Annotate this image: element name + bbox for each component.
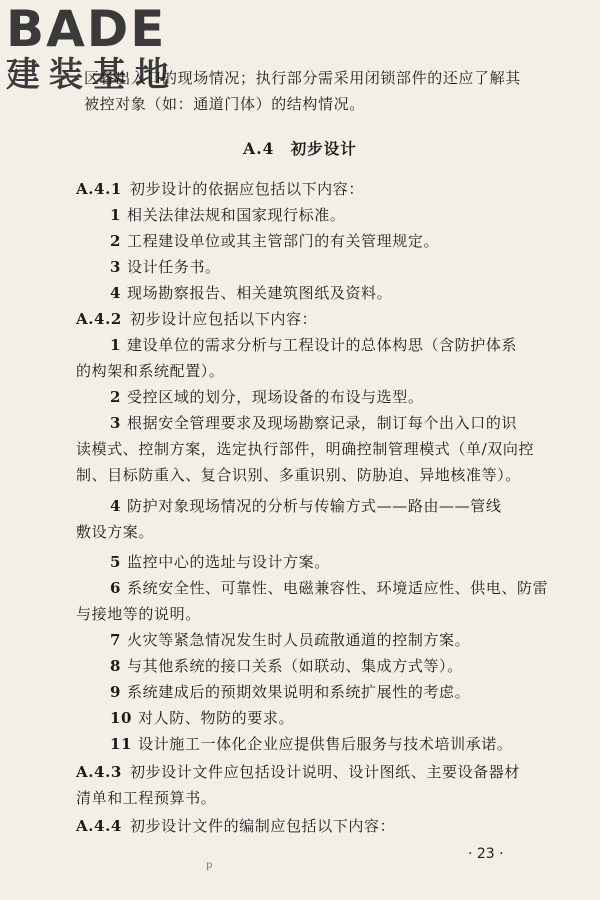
section-heading — [0, 139, 600, 159]
clause-a42 — [76, 309, 317, 329]
list-item: 1 建设单位的需求分析与工程设计的总体构思（含防护体系 — [110, 336, 518, 354]
list-item: 2 工程建设单位或其主管部门的有关管理规定。 — [110, 232, 440, 250]
list-item: 3 根据安全管理要求及现场勘察记录，制订每个出入口的识 — [110, 414, 518, 432]
clause-a44 — [76, 816, 395, 836]
list-item-continuation: 敷设方案。 — [76, 523, 155, 541]
list-item: 10 对人防、物防的要求。 — [110, 709, 295, 727]
logo-main-text: BADE — [6, 0, 167, 58]
clause-number: A.4.3 — [76, 763, 122, 781]
intro-line-2: 被控对象（如：通道门体）的结构情况。 — [84, 95, 365, 113]
list-item: 4 防护对象现场情况的分析与传输方式——路由——管线 — [110, 497, 502, 515]
clause-text: 初步设计应包括以下内容： — [129, 310, 318, 328]
list-item-continuation: 制、目标防重入、复合识别、多重识别、防胁迫、异地核准等）。 — [76, 466, 521, 484]
footer-mark: p — [206, 860, 213, 871]
list-item: 7 火灾等紧急情况发生时人员疏散通道的控制方案。 — [110, 631, 471, 649]
list-item: 6 系统安全性、可靠性、电磁兼容性、环境适应性、供电、防雷 — [110, 579, 549, 597]
list-item: 4 现场勘察报告、相关建筑图纸及资料。 — [110, 284, 393, 302]
section-number: A.4 — [243, 139, 275, 158]
list-item: 3 设计任务书。 — [110, 258, 221, 276]
list-item-continuation: 的构架和系统配置）。 — [76, 362, 225, 380]
clause-a41 — [76, 179, 364, 199]
clause-number: A.4.2 — [76, 310, 122, 328]
clause-number: A.4.4 — [76, 817, 122, 835]
section-title: 初步设计 — [290, 139, 357, 158]
list-item-continuation: 与接地等的说明。 — [76, 605, 201, 623]
page-number: · 23 · — [468, 846, 504, 862]
list-item: 5 监控中心的选址与设计方案。 — [110, 553, 330, 571]
clause-continuation: 清单和工程预算书。 — [76, 789, 217, 807]
clause-text: 初步设计文件的编制应包括以下内容： — [129, 817, 396, 835]
list-item-continuation: 读模式、控制方案，选定执行部件，明确控制管理模式（单/双向控 — [76, 440, 535, 458]
clause-number: A.4.1 — [76, 180, 122, 198]
list-item: 2 受控区域的划分，现场设备的布设与选型。 — [110, 388, 424, 406]
clause-text: 初步设计的依据应包括以下内容： — [129, 180, 364, 198]
intro-line-1: 区各出入口的现场情况；执行部分需采用闭锁部件的还应了解其 — [84, 69, 521, 87]
clause-text: 初步设计文件应包括设计说明、设计图纸、主要设备器材 — [129, 763, 520, 781]
clause-a43 — [76, 762, 520, 782]
list-item: 1 相关法律法规和国家现行标准。 — [110, 206, 346, 224]
logo-sub-text: 建装基地 — [6, 55, 178, 95]
list-item: 8 与其他系统的接口关系（如联动、集成方式等）。 — [110, 657, 463, 675]
list-item: 11 设计施工一体化企业应提供售后服务与技术培训承诺。 — [110, 735, 513, 753]
list-item: 9 系统建成后的预期效果说明和系统扩展性的考虑。 — [110, 683, 471, 701]
